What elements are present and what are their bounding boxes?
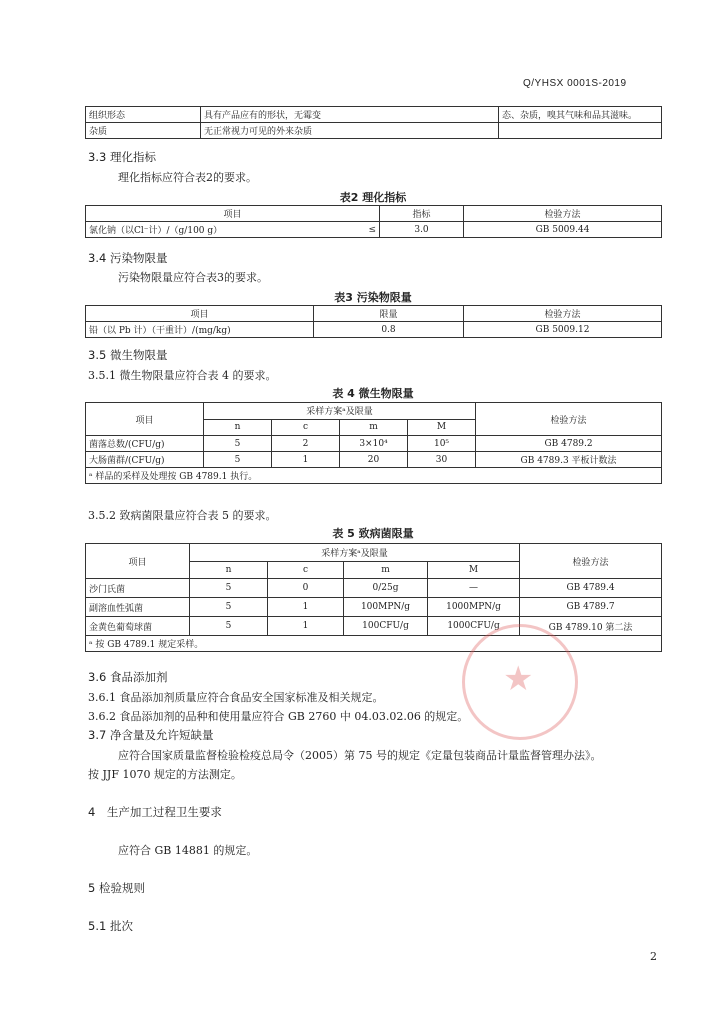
section-3-4-title: 3.4 污染物限量 [88, 251, 168, 265]
section-3-5-2-text: 3.5.2 致病菌限量应符合表 5 的要求。 [88, 509, 277, 522]
table-header-row [86, 206, 662, 222]
column-header: m [344, 561, 428, 579]
sensory-table [85, 106, 662, 139]
table-row [86, 452, 662, 468]
table-cell [499, 123, 662, 139]
table4-caption: 表 4 微生物限量 [332, 387, 414, 400]
table-cell: 1000MPN/g [428, 598, 520, 617]
table-cell: 0 [268, 579, 344, 598]
physchem-table [85, 205, 662, 238]
table-row [86, 598, 662, 617]
table-cell: 2 [272, 436, 340, 452]
table-cell: 杂质 [86, 123, 201, 139]
section-3-7-title: 3.7 净含量及允许短缺量 [88, 728, 214, 742]
table-cell: GB 5009.12 [464, 322, 662, 338]
table-cell: 具有产品应有的形状，无霉变 [201, 107, 499, 123]
table-row [86, 123, 662, 139]
table-cell: 5 [190, 617, 268, 636]
contaminant-table [85, 305, 662, 338]
column-header: M [408, 419, 476, 436]
column-header: M [428, 561, 520, 579]
column-header: 检验方法 [464, 306, 662, 322]
column-header: 检验方法 [520, 544, 662, 579]
document-code: Q/YHSX 0001S-2019 [523, 78, 627, 89]
column-header: 限量 [314, 306, 464, 322]
column-header: m [340, 419, 408, 436]
table-note: ᵃ 样品的采样及处理按 GB 4789.1 执行。 [86, 468, 662, 484]
table-cell: 1 [268, 598, 344, 617]
section-3-7-text-2: 按 JJF 1070 规定的方法测定。 [88, 768, 242, 781]
table-cell: 态、杂质，嗅其气味和品其滋味。 [499, 107, 662, 123]
table5-caption: 表 5 致病菌限量 [332, 527, 414, 540]
table-cell: 3×10⁴ [340, 436, 408, 452]
table-cell: 5 [204, 452, 272, 468]
table-cell: 副溶血性弧菌 [86, 598, 190, 617]
table-cell: 100CFU/g [344, 617, 428, 636]
table-cell: 5 [190, 598, 268, 617]
table-cell: 1 [268, 617, 344, 636]
section-3-3-title: 3.3 理化指标 [88, 150, 156, 164]
page-number: 2 [650, 950, 657, 963]
table3-caption: 表3 污染物限量 [334, 291, 412, 304]
table-row [86, 222, 662, 238]
table-cell: 0.8 [314, 322, 464, 338]
column-header: 采样方案ᵃ及限量 [190, 544, 520, 562]
table-cell: 3.0 [380, 222, 464, 238]
table-row [86, 436, 662, 452]
table-cell: GB 4789.10 第二法 [520, 617, 662, 636]
column-header: 指标 [380, 206, 464, 222]
section-3-6-1-text: 3.6.1 食品添加剂质量应符合食品安全国家标准及相关规定。 [88, 691, 384, 704]
table-row [86, 617, 662, 636]
table-cell: 菌落总数/(CFU/g) [86, 436, 204, 452]
table-cell: GB 4789.2 [476, 436, 662, 452]
column-header: 项目 [86, 206, 380, 222]
table-note: ᵃ 按 GB 4789.1 规定采样。 [86, 636, 662, 652]
table-note-row [86, 636, 662, 652]
table-header-row [86, 306, 662, 322]
section-3-6-2-text: 3.6.2 食品添加剂的品种和使用量应符合 GB 2760 中 04.03.02.06 的规定。 [88, 710, 469, 723]
table-cell: 沙门氏菌 [86, 579, 190, 598]
table-cell: 无正常视力可见的外来杂质 [201, 123, 499, 139]
section-4-text: 应符合 GB 14881 的规定。 [118, 844, 258, 857]
table-row [86, 107, 662, 123]
microbial-table [85, 402, 662, 484]
section-4-title: 4 生产加工过程卫生要求 [88, 805, 222, 819]
table-cell: GB 4789.4 [520, 579, 662, 598]
pathogen-table [85, 543, 662, 652]
section-3-6-title: 3.6 食品添加剂 [88, 670, 168, 684]
table-header-row [86, 544, 662, 562]
section-3-5-title: 3.5 微生物限量 [88, 348, 168, 362]
table-row [86, 579, 662, 598]
star-icon: ★ [503, 659, 534, 699]
table-cell: 5 [190, 579, 268, 598]
table-note-row [86, 468, 662, 484]
table-cell: 0/25g [344, 579, 428, 598]
column-header: c [272, 419, 340, 436]
column-header: 检验方法 [476, 403, 662, 436]
section-5-1-title: 5.1 批次 [88, 919, 133, 933]
column-header: 项目 [86, 544, 190, 579]
table-cell: GB 4789.3 平板计数法 [476, 452, 662, 468]
table-cell: 30 [408, 452, 476, 468]
table-cell: 20 [340, 452, 408, 468]
table-cell: 1000CFU/g [428, 617, 520, 636]
section-3-4-text: 污染物限量应符合表3的要求。 [118, 271, 268, 284]
column-header: 项目 [86, 306, 314, 322]
table-header-row [86, 403, 662, 420]
table-cell: — [428, 579, 520, 598]
column-header: 项目 [86, 403, 204, 436]
column-header: n [190, 561, 268, 579]
table-cell: 组织形态 [86, 107, 201, 123]
section-5-title: 5 检验规则 [88, 881, 145, 895]
table-cell: 100MPN/g [344, 598, 428, 617]
table-cell: ≤ [314, 222, 380, 238]
table-cell: 氯化钠（以Cl⁻计）/（g/100 g） [86, 222, 314, 238]
table-cell: 金黄色葡萄球菌 [86, 617, 190, 636]
section-3-5-1-text: 3.5.1 微生物限量应符合表 4 的要求。 [88, 369, 277, 382]
table-cell: GB 5009.44 [464, 222, 662, 238]
table-row [86, 322, 662, 338]
edge-mark [712, 300, 720, 370]
table-cell: 大肠菌群/(CFU/g) [86, 452, 204, 468]
table-cell: 5 [204, 436, 272, 452]
table-cell: GB 4789.7 [520, 598, 662, 617]
section-3-7-text: 应符合国家质量监督检验检疫总局令（2005）第 75 号的规定《定量包装商品计量监督管理办法》。 [118, 749, 602, 762]
table2-caption: 表2 理化指标 [339, 191, 407, 204]
company-seal [462, 624, 578, 740]
table-cell: 1 [272, 452, 340, 468]
section-3-3-text: 理化指标应符合表2的要求。 [118, 171, 257, 184]
column-header: c [268, 561, 344, 579]
column-header: 采样方案ᵃ及限量 [204, 403, 476, 420]
table-cell: 10⁵ [408, 436, 476, 452]
column-header: n [204, 419, 272, 436]
table-cell: 铅（以 Pb 计）（干重计）/(mg/kg) [86, 322, 314, 338]
column-header: 检验方法 [464, 206, 662, 222]
